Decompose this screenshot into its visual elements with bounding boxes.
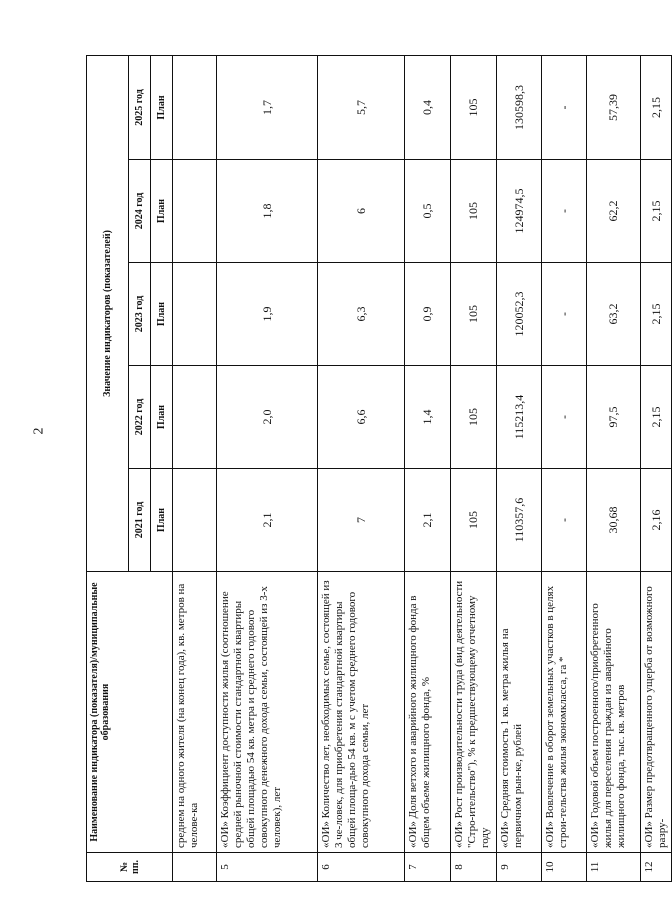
indicator-value: 7: [318, 469, 405, 572]
table-row: [497, 55, 542, 881]
indicator-value: 105: [451, 366, 497, 469]
indicator-value: 130598,3: [497, 55, 542, 159]
row-number: 12: [641, 853, 672, 882]
indicator-value: 1,4: [405, 366, 451, 469]
row-number: 7: [405, 853, 451, 882]
indicator-value: 2,1: [217, 469, 318, 572]
indicator-name: «ОИ» Размер предотвращенного ущерба от возможного разру-: [641, 572, 672, 853]
indicator-value: 2,1: [405, 469, 451, 572]
indicator-value: [173, 366, 217, 469]
indicator-value: 120052,3: [497, 263, 542, 366]
header-year: 2023 год: [129, 263, 151, 366]
indicator-value: [173, 55, 217, 159]
indicator-value: 5,7: [318, 55, 405, 159]
indicator-value: 2,16: [641, 469, 672, 572]
table-row: [217, 55, 318, 881]
indicator-name: «ОИ» Доля ветхого и аварийного жилищного фонда в общем объеме жилищного фонда, %: [405, 572, 451, 853]
indicators-table: [86, 55, 672, 882]
row-number: 8: [451, 853, 497, 882]
table-row: [451, 55, 497, 881]
indicator-value: 97,5: [587, 366, 641, 469]
indicator-value: 105: [451, 263, 497, 366]
row-number: 9: [497, 853, 542, 882]
header-year: 2025 год: [129, 55, 151, 159]
indicator-value: 1,7: [217, 55, 318, 159]
indicator-value: [173, 160, 217, 263]
indicator-value: 2,15: [641, 55, 672, 159]
indicator-value: 63,2: [587, 263, 641, 366]
indicator-value: 2,15: [641, 160, 672, 263]
indicator-value: 2,15: [641, 366, 672, 469]
indicator-value: -: [542, 160, 587, 263]
indicator-value: 0,5: [405, 160, 451, 263]
indicator-value: 115213,4: [497, 366, 542, 469]
header-year: 2021 год: [129, 469, 151, 572]
row-number: 5: [217, 853, 318, 882]
indicator-value: 57,39: [587, 55, 641, 159]
indicator-value: 0,4: [405, 55, 451, 159]
indicator-value: 6,6: [318, 366, 405, 469]
indicator-value: -: [542, 55, 587, 159]
indicator-name: «ОИ» Количество лет, необходимых семье, состоящей из 3 че-ловек, для приобретения стандартной квартиры общей площа-дью 54 кв. м с учетом среднего годового совокупного дохода семьи, лет: [318, 572, 405, 853]
table-row: [173, 55, 217, 881]
indicator-name: «ОИ» Годовой объем построенного/приобретенного жилья для переселения граждан из аварийного жилищного фонда, тыс. кв. метров: [587, 572, 641, 853]
row-number: 11: [587, 853, 641, 882]
indicator-value: 1,9: [217, 263, 318, 366]
header-plan: План: [151, 160, 173, 263]
table-row: [641, 55, 672, 881]
indicator-value: 1,8: [217, 160, 318, 263]
indicator-value: 110357,6: [497, 469, 542, 572]
rotated-table-container: [86, 56, 668, 882]
header-no: № пп.: [87, 853, 173, 882]
indicator-name: «ОИ» Вовлечение в оборот земельных участков в целях строи-тельства жилья экономкласса, га *: [542, 572, 587, 853]
table-row: [318, 55, 405, 881]
row-number: 10: [542, 853, 587, 882]
indicator-value: 6: [318, 160, 405, 263]
table-row: [405, 55, 451, 881]
indicator-name: «ОИ» Коэффициент доступности жилья (соотношение средней рыночной стоимости стандартной квартиры общей площадью 54 кв. метра и среднего годового совокупного денежного дохода семьи, состоящей из 3-х человек), лет: [217, 572, 318, 853]
indicator-name: «ОИ» Средняя стоимость 1 кв. метра жилья на первичном рын-ке, рублей: [497, 572, 542, 853]
row-number: 6: [318, 853, 405, 882]
header-year: 2024 год: [129, 160, 151, 263]
indicator-value: 62,2: [587, 160, 641, 263]
indicator-value: 105: [451, 55, 497, 159]
header-plan: План: [151, 366, 173, 469]
indicator-value: 105: [451, 160, 497, 263]
indicator-value: 6,3: [318, 263, 405, 366]
indicator-value: [173, 469, 217, 572]
header-year: 2022 год: [129, 366, 151, 469]
indicator-value: 105: [451, 469, 497, 572]
indicator-name: среднем на одного жителя (на конец года), кв. метров на челове-ка: [173, 572, 217, 853]
table-row: [587, 55, 641, 881]
indicator-value: 2,0: [217, 366, 318, 469]
indicator-name: «ОИ» Рост производительности труда (вид деятельности "Стро-ительство"), % к предшествующему отчетному году: [451, 572, 497, 853]
page-number: 2: [31, 427, 47, 435]
table-row: [542, 55, 587, 881]
header-plan: План: [151, 469, 173, 572]
header-values: Значение индикаторов (показателей): [87, 55, 129, 571]
header-plan: План: [151, 263, 173, 366]
row-number: [173, 853, 217, 882]
indicator-value: [173, 263, 217, 366]
indicator-value: 0,9: [405, 263, 451, 366]
header-plan: План: [151, 55, 173, 159]
indicator-value: 124974,5: [497, 160, 542, 263]
indicator-value: -: [542, 366, 587, 469]
indicator-value: 30,68: [587, 469, 641, 572]
header-name: Наименование индикатора (показателя)/муниципальные образования: [87, 572, 173, 853]
indicator-value: -: [542, 263, 587, 366]
indicator-value: 2,15: [641, 263, 672, 366]
indicator-value: -: [542, 469, 587, 572]
